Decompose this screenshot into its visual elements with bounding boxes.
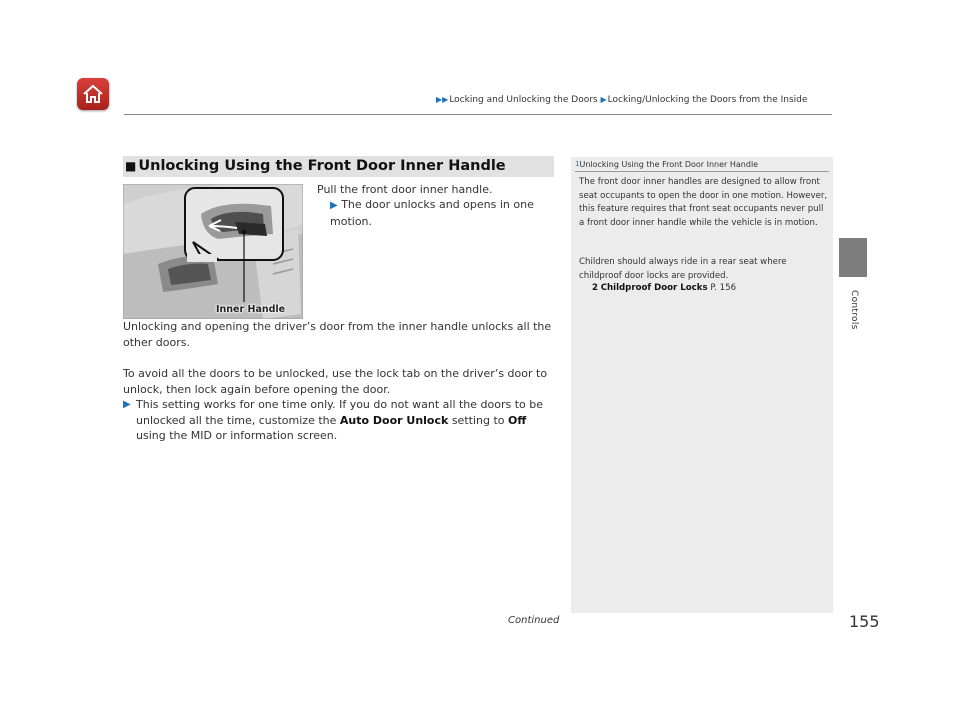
setting-note-end: using the MID or information screen.: [136, 429, 338, 442]
reference-page: P. 156: [707, 283, 737, 293]
breadcrumb-item[interactable]: Locking and Unlocking the Doors: [449, 95, 598, 105]
breadcrumb: [436, 95, 807, 105]
avoid-paragraph: To avoid all the doors to be unlocked, use the lock tab on the driver’s door to unlock, then lock again before opening the door.: [123, 367, 548, 396]
sidebar-title: [575, 160, 829, 172]
instruction-step: Pull the front door inner handle.: [317, 183, 493, 196]
setting-note: [123, 397, 554, 444]
section-title: Unlocking Using the Front Door Inner Handle: [138, 158, 506, 174]
sidebar-title-text: Unlocking Using the Front Door Inner Handle: [579, 160, 759, 169]
setting-value: Off: [508, 413, 527, 427]
breadcrumb-arrow-icon: ▶: [600, 95, 607, 104]
door-handle-illustration: [123, 184, 303, 319]
reference-title[interactable]: Childproof Door Locks: [600, 283, 708, 293]
setting-name: Auto Door Unlock: [339, 413, 449, 427]
section-tab-marker: [839, 238, 867, 277]
instruction-result-text: The door unlocks and opens in one motion.: [330, 198, 534, 228]
home-button[interactable]: [77, 78, 109, 110]
cross-reference-link[interactable]: [592, 283, 736, 293]
instruction-result: [330, 197, 540, 229]
sidebar-paragraph: The front door inner handles are designed to allow front seat occupants to open the door in one motion. However, this feature requires that front seat occupants never pull a front door inner handle while the vehicle is in motion.: [579, 177, 828, 228]
door-panel-drawing: [123, 184, 303, 319]
setting-note-text: This setting works for one time only. If you do not want all the doors to be unlocked all the time, customize the: [136, 398, 544, 427]
page-number: 155: [849, 612, 880, 631]
note-number-icon: 1: [575, 160, 580, 168]
setting-note-mid: setting to: [448, 413, 508, 427]
section-tab-label[interactable]: Controls: [849, 290, 859, 330]
reference-arrow-icon: 2: [592, 283, 598, 293]
breadcrumb-item[interactable]: Locking/Unlocking the Doors from the Inside: [607, 95, 808, 105]
result-arrow-icon: ▶: [330, 200, 338, 211]
continued-label: Continued: [508, 615, 560, 626]
breadcrumb-arrow-icon: ▶▶: [436, 95, 449, 104]
header-divider: [124, 114, 832, 115]
sidebar-paragraph: Children should always ride in a rear seat where childproof door locks are provided.: [579, 257, 787, 281]
home-icon: [81, 82, 105, 106]
square-bullet-icon: ■: [125, 159, 137, 173]
unlock-paragraph: Unlocking and opening the driver’s door from the inner handle unlocks all the other doors.: [123, 320, 552, 349]
setting-arrow-icon: ▶: [123, 399, 131, 410]
notes-sidebar: [571, 157, 833, 613]
figure-callout-label: Inner Handle: [216, 304, 286, 315]
section-heading: [123, 156, 554, 177]
